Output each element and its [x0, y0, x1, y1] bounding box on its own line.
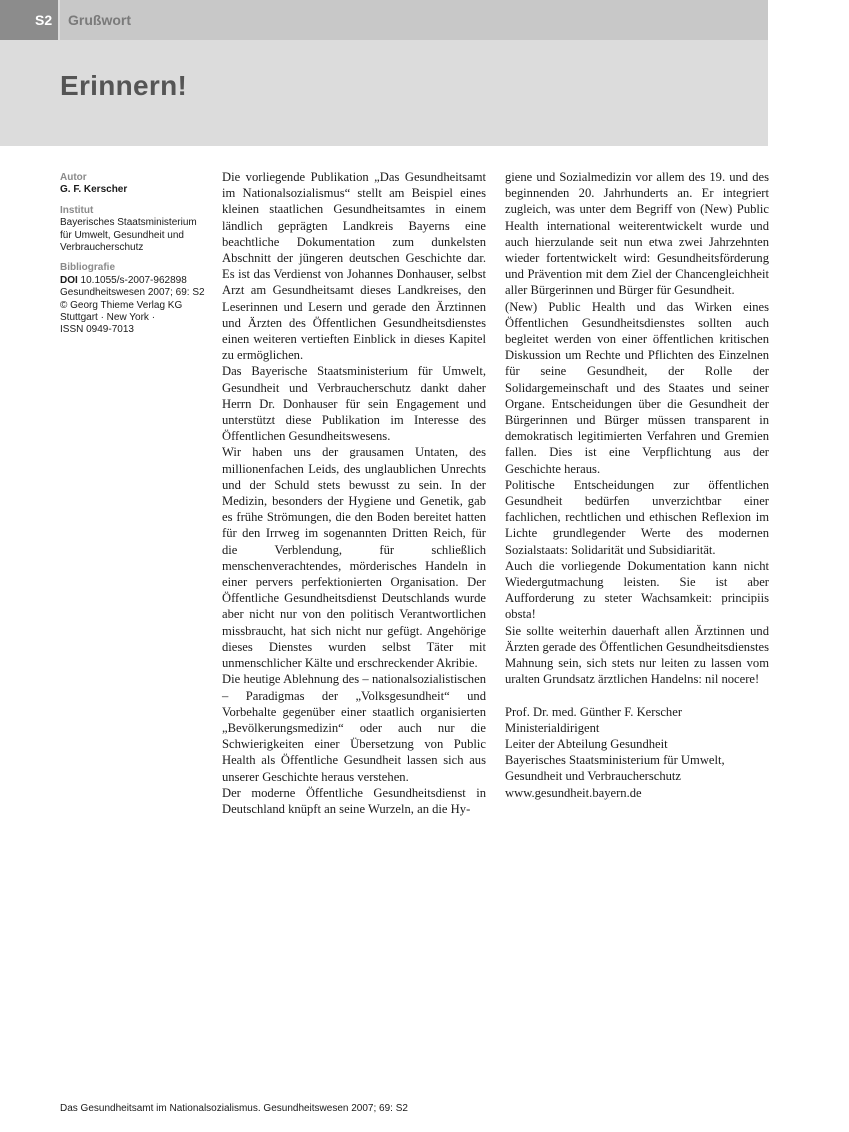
author-name: G. F. Kerscher — [60, 184, 128, 196]
body-column-1 — [222, 169, 486, 817]
paragraph: Politische Entscheidungen zur öffentlichen Gesundheit bedürfen unverzichtbar einer fachlichen, rechtlichen und ethischen Reflexion im Lichte grundlegender Werte des modernen Sozialstaats: Solidarität und Subsidiarität. — [505, 477, 769, 557]
institute-line: Verbraucherschutz — [60, 242, 144, 254]
page-number: S2 — [35, 12, 53, 28]
bibliography-line: ISSN 0949-7013 — [60, 324, 134, 336]
doi-line — [60, 275, 210, 287]
signature-line: Prof. Dr. med. Günther F. Kerscher — [505, 704, 683, 719]
bibliography-line: Gesundheitswesen 2007; 69: S2 — [60, 287, 205, 299]
paragraph: (New) Public Health und das Wirken eines Öffentlichen Gesundheitsdienstes sollten auch begleitet werden von einer öffentlichen kritischen Diskussion um Rechte und Pflichten des Einzelnen für seine Gesundheit, der Rolle der Solidargemeinschaft und des Staates und seiner Organe. Entscheidungen über die Gesundheit der Bürgerinnen und Bürger müssen transparent in demokratisch legitimierten Verfahren und Gremien fallen. Dies ist eine Verpflichtung aus der Geschichte heraus. — [505, 299, 769, 476]
paragraph: Auch die vorliegende Dokumentation kann nicht Wiedergutmachung leisten. Sie ist aber Aufforderung zu steter Wachsamkeit: principiis obsta! — [505, 558, 769, 622]
bibliography-line: Stuttgart · New York · — [60, 312, 156, 324]
doi-value: 10.1055/s-2007-962898 — [77, 274, 187, 286]
article-title: Erinnern! — [60, 70, 188, 101]
signature-line: Ministerialdirigent — [505, 720, 600, 735]
signature-url[interactable]: www.gesundheit.bayern.de — [505, 785, 642, 800]
bibliography-line: © Georg Thieme Verlag KG — [60, 299, 183, 311]
paragraph: Die heutige Ablehnung des – nationalsozialistischen – Paradigmas der „Volksgesundheit“ und Vorbehalte gegenüber einer staatlich organisierten „Bevölkerungsmedizin“ oder auch nur die Schwierigkeiten einer Übersetzung von Public Health als Öffentliche Gesundheit lassen sich aus unserer Geschichte heraus verstehen. — [222, 672, 486, 784]
institute-line: für Umwelt, Gesundheit und — [60, 229, 184, 241]
article-meta — [60, 172, 210, 337]
paragraph: giene und Sozialmedizin vor allem des 19. und des beginnenden 20. Jahrhunderts an. Er integriert zugleich, was unter dem Begriff von (New) Public Health international weiterentwickelt wurde und auch hierzulande seit nun etwa zwei Jahrzehnten wieder fortentwickelt wird: Gesundheitsförderung und Prävention mit dem Ziel der Chancengleichheit aller Bürgerinnen und Bürger für Gesundheit. — [505, 170, 769, 298]
doi-label: DOI — [60, 274, 78, 286]
paragraph: Der moderne Öffentliche Gesundheitsdienst in Deutschland knüpft an seine Wurzeln, an die Hy- — [222, 785, 486, 816]
bibliography-heading: Bibliografie — [60, 262, 116, 274]
section-tab — [60, 0, 768, 40]
institute-heading: Institut — [60, 204, 94, 216]
institute-line: Bayerisches Staatsministerium — [60, 217, 197, 229]
signature-block — [505, 704, 769, 801]
signature-line: Gesundheit und Verbraucherschutz — [505, 769, 682, 784]
paragraph: Sie sollte weiterhin dauerhaft allen Ärztinnen und Ärzten gerade des Öffentlichen Gesundheitsdienstes Mahnung sein, sich stets nur leiten zu lassen vom uralten Grundsatz ärztlichen Handelns: nil nocere! — [505, 623, 769, 687]
body-column-2 — [505, 169, 769, 801]
paragraph: Das Bayerische Staatsministerium für Umwelt, Gesundheit und Verbraucherschutz dankt daher Herrn Dr. Donhauser für sein Engagement und unterstützt diese Publikation im Interesse des Öffentlichen Gesundheitswesens. — [222, 364, 486, 444]
signature-line: Bayerisches Staatsministerium für Umwelt, — [505, 753, 725, 768]
paragraph: Die vorliegende Publikation „Das Gesundheitsamt im Nationalsozialismus“ stellt am Beispiel eines kleinen staatlichen Gesundheitsamtes in einem ländlich geprägten Landkreis Bayerns eine beachtliche Dokumentation zum dunkelsten Abschnitt der jüngeren deutschen Geschichte dar. Es ist das Verdienst von Johannes Donhauser, selbst Arzt am Gesundheitsamt dieses Landkreises, den Leserinnen und Lesern und gerade den Ärztinnen und Ärzten des Öffentlichen Gesundheitsdienstes einen weiteren vertieften Einblick in dieses Kapitel zu ermöglichen. — [222, 170, 486, 363]
footer-citation: Das Gesundheitsamt im Nationalsozialismus. Gesundheitswesen 2007; 69: S2 — [60, 1103, 408, 1114]
paragraph: Wir haben uns der grausamen Untaten, des millionenfachen Leids, des unglaublichen Unrechts und der Schuld stets bewusst zu sein. In der Medizin, besonders der Hygiene und Genetik, gab es frühe Strömungen, die den Boden bereitet hatten für den Irrweg im sogenannten Dritten Reich, für die Verblendung, für schließlich menschenverachtendes, mörderisches Handeln in einer pervers perfektionierten Organisation. Der Öffentliche Gesundheitsdienst Deutschlands wurde aber nicht nur von den politisch Verantwortlichen missbraucht, hat sich nicht nur gefügt. Angehörige dieses Dienstes wurden selbst Täter mit unmenschlicher Kälte und erschreckender Akribie. — [222, 445, 486, 671]
signature-line: Leiter der Abteilung Gesundheit — [505, 736, 668, 751]
author-heading: Autor — [60, 172, 87, 183]
page-number-tab — [0, 0, 58, 40]
section-label: Grußwort — [68, 12, 131, 28]
